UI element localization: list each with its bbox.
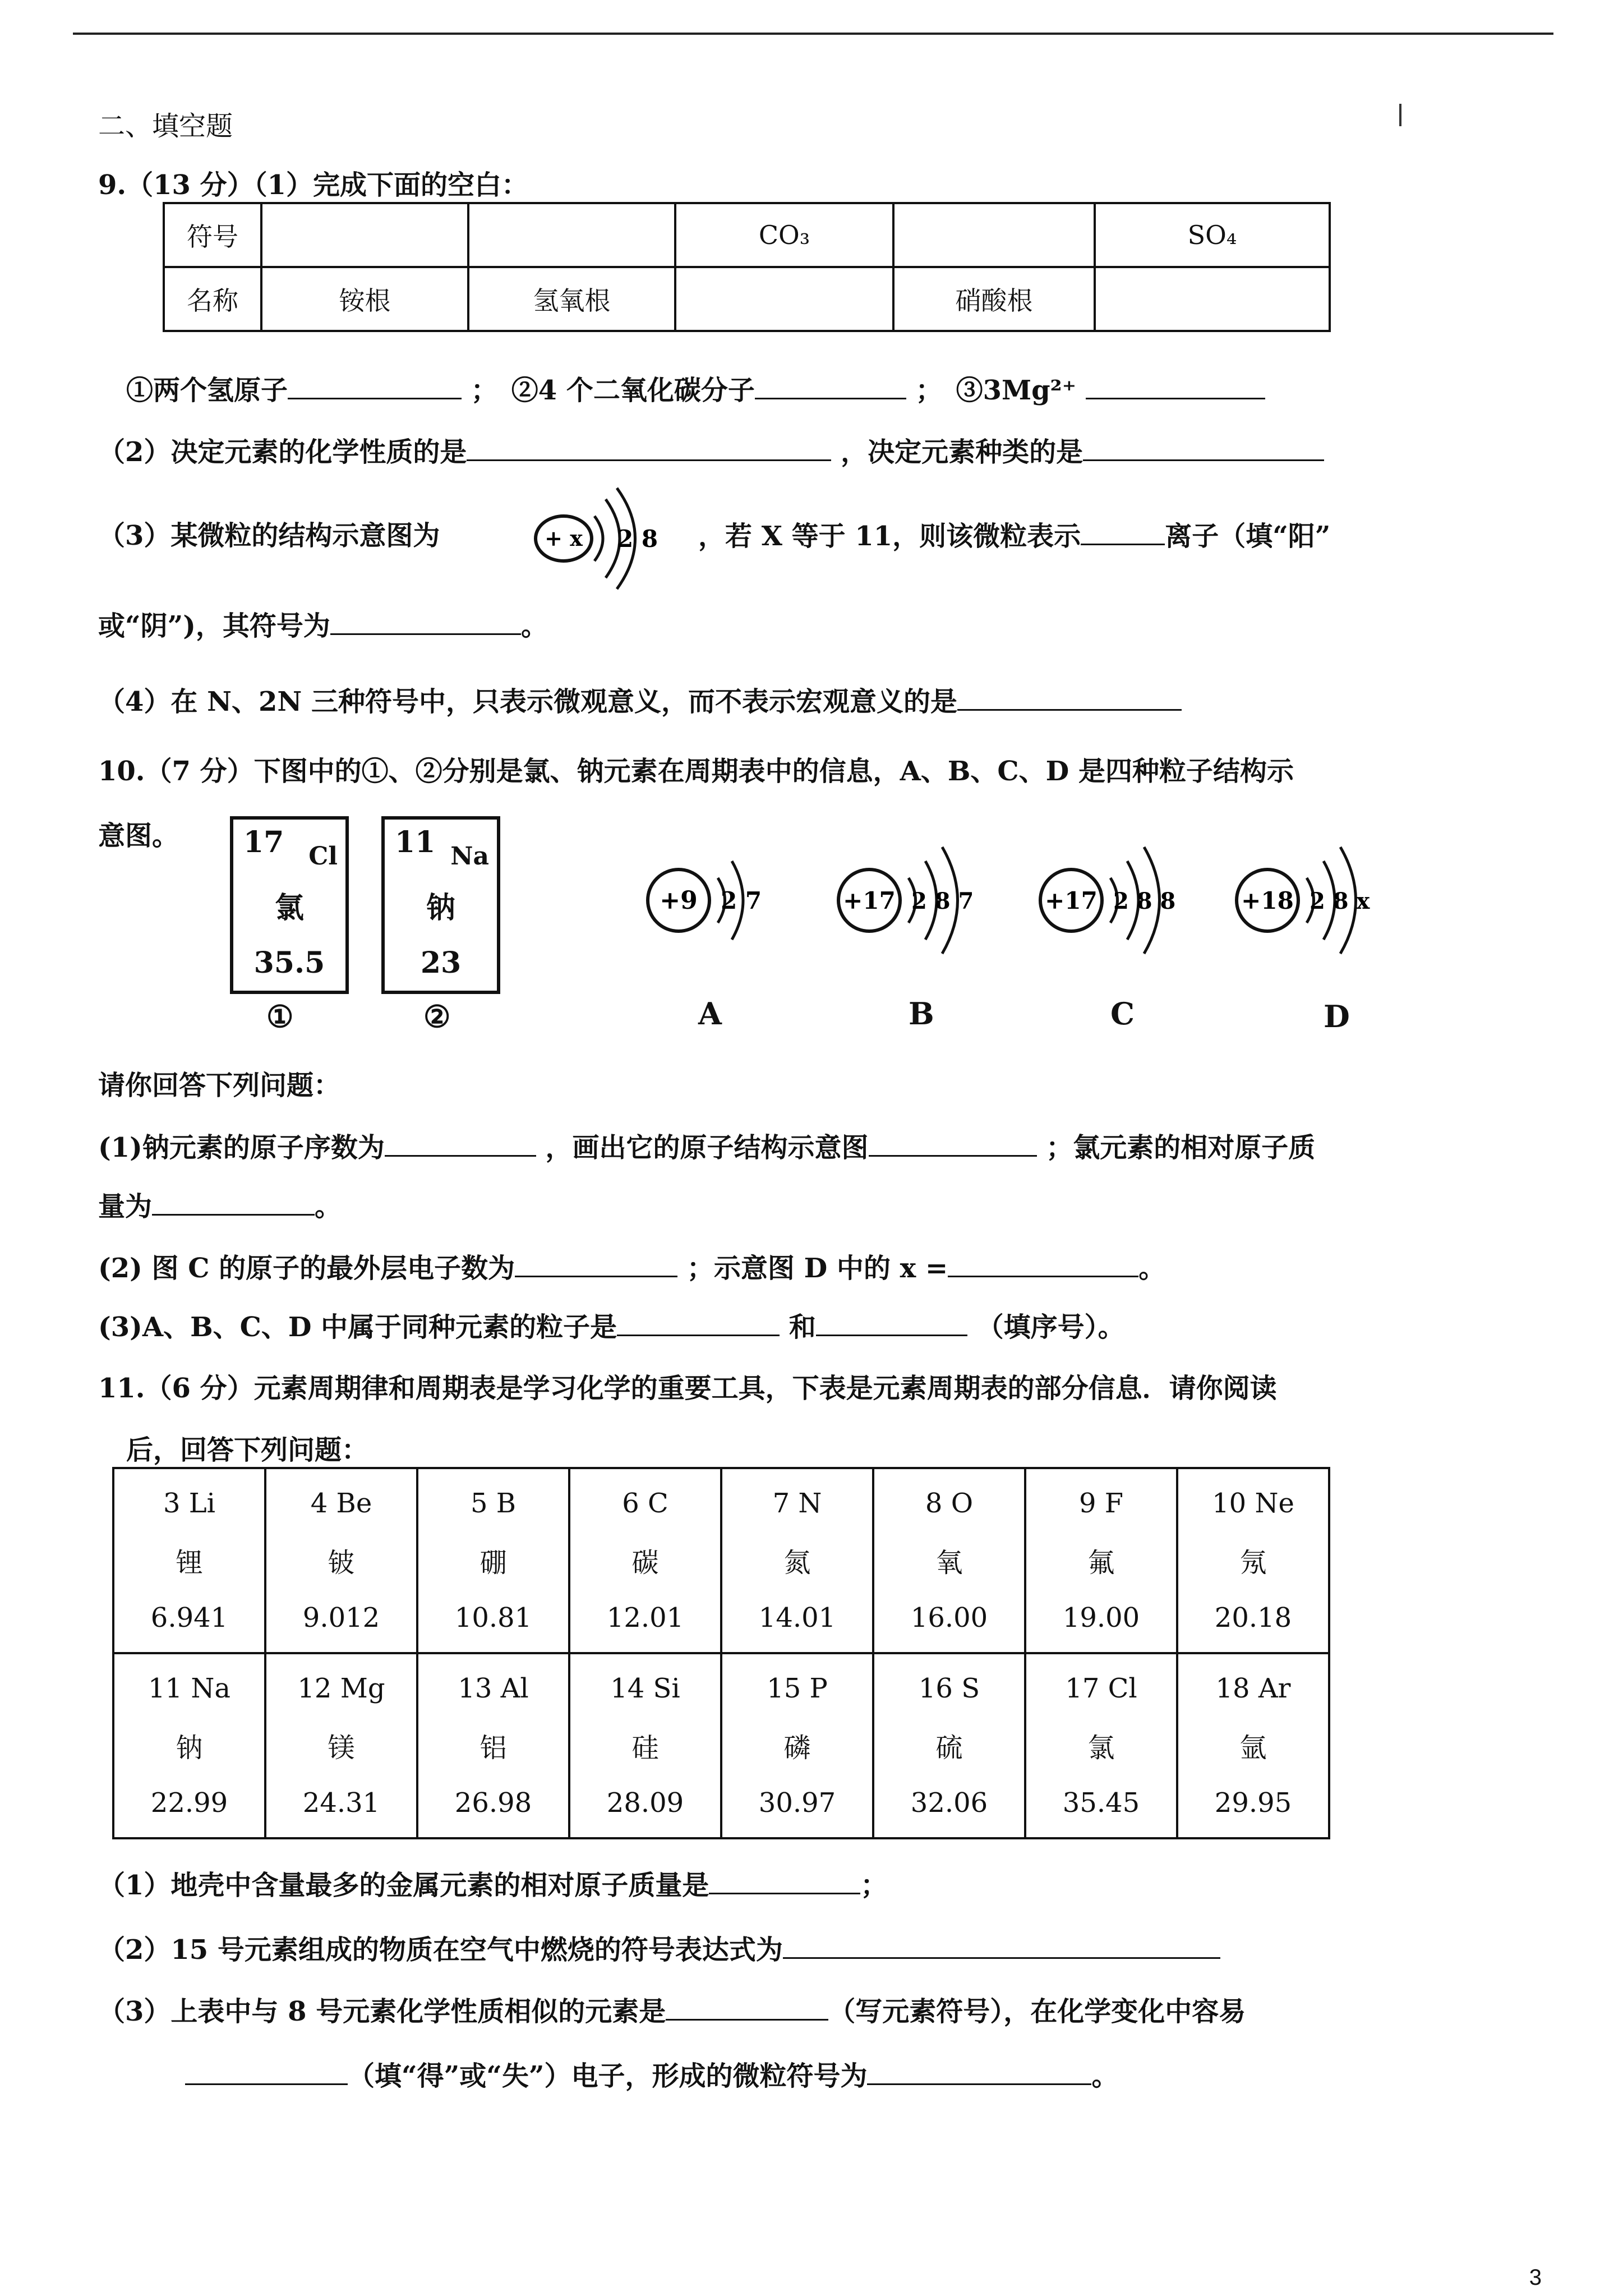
element-name: 硫 — [935, 1732, 963, 1764]
element-cell — [569, 1468, 721, 1653]
shell-electrons: 2 8 7 — [911, 888, 974, 914]
q9-line1-c: ； ③3Mg²⁺ — [915, 375, 1077, 406]
q10-q3-c: （填序号）。 — [976, 1312, 1125, 1343]
particle-diagram-b — [830, 836, 1021, 965]
q9-line1 — [126, 373, 1265, 407]
atomic-mass: 12.01 — [606, 1602, 684, 1634]
section-title: 二、填空题 — [98, 111, 233, 142]
answer-blank[interactable] — [666, 1994, 828, 2021]
q9-name-cell — [1095, 267, 1330, 331]
q11-q3-d: 。 — [1091, 2060, 1119, 2092]
particle-diagram-d — [1228, 836, 1419, 965]
element-name: 碳 — [631, 1547, 659, 1579]
answer-blank[interactable] — [783, 1932, 1220, 1959]
atomic-number: 11 — [395, 825, 436, 859]
page-number: 3 — [1529, 2265, 1542, 2290]
atomic-mass: 35.45 — [1062, 1787, 1140, 1819]
q9-symbol-cell — [468, 203, 675, 267]
q10-q3-b: 和 — [789, 1312, 816, 1343]
element-cell — [873, 1468, 1025, 1653]
q11-q2 — [98, 1932, 1220, 1967]
q9-name-cell — [675, 267, 893, 331]
q9-row1-label: 符号 — [164, 203, 261, 267]
shell-electrons: 2 7 — [721, 887, 762, 914]
atomic-mass: 29.95 — [1214, 1787, 1292, 1819]
element-symbol: 5 B — [470, 1487, 517, 1519]
q9-line4 — [98, 609, 548, 643]
q9-name-cell: 氢氧根 — [468, 267, 675, 331]
atomic-mass: 16.00 — [910, 1602, 988, 1634]
element-symbol: 10 Ne — [1212, 1487, 1294, 1519]
q9-symbol-cell: SO₄ — [1095, 203, 1330, 267]
q9-line5 — [98, 684, 1182, 719]
q11-q3-a: （3）上表中与 8 号元素化学性质相似的元素是 — [98, 1996, 666, 2027]
q9-symbol-cell — [261, 203, 468, 267]
atomic-mass: 28.09 — [606, 1787, 684, 1819]
q9-line5-text: （4）在 N、2N 三种符号中，只表示微观意义，而不表示宏观意义的是 — [98, 686, 957, 717]
particle-diagram-c — [1032, 836, 1223, 965]
q10-prompt: 请你回答下列问题： — [98, 1070, 341, 1101]
particle-structure-diagram — [533, 482, 679, 595]
q9-symbol-cell: CO₃ — [675, 203, 893, 267]
q10-q1-cont — [98, 1189, 342, 1223]
answer-blank[interactable] — [467, 435, 831, 461]
element-name: 铍 — [328, 1547, 355, 1579]
atomic-mass: 24.31 — [302, 1787, 380, 1819]
particle-label-d: D — [1324, 999, 1350, 1034]
card-label: ① — [266, 999, 294, 1034]
answer-blank[interactable] — [816, 1310, 967, 1336]
element-name: 氟 — [1087, 1547, 1115, 1579]
element-symbol: Na — [450, 842, 489, 871]
q11-q3-b: （写元素符号），在化学变化中容易 — [828, 1996, 1246, 2027]
atomic-mass: 20.18 — [1214, 1602, 1292, 1634]
element-name: 氧 — [935, 1547, 963, 1579]
particle-label-a: A — [698, 996, 722, 1032]
q10-q1-a: (1)钠元素的原子序数为 — [98, 1132, 385, 1163]
element-card-chlorine — [230, 816, 349, 994]
q9-name-cell: 铵根 — [261, 267, 468, 331]
answer-blank[interactable] — [1081, 519, 1165, 545]
element-name: 镁 — [328, 1732, 355, 1764]
answer-blank[interactable] — [948, 1251, 1138, 1277]
element-symbol: 6 C — [622, 1487, 668, 1519]
q9-table — [163, 202, 1331, 332]
element-cell — [873, 1653, 1025, 1838]
answer-blank[interactable] — [957, 684, 1182, 711]
answer-blank[interactable] — [869, 1130, 1037, 1157]
q10-header: 10.（7 分）下图中的①、②分别是氯、钠元素在周期表中的信息，A、B、C、D 是四种粒子结构示 — [98, 756, 1294, 787]
answer-blank[interactable] — [152, 1189, 315, 1216]
q9-row2-label: 名称 — [164, 267, 261, 331]
element-name: 硅 — [631, 1732, 659, 1764]
q9-name-cell: 硝酸根 — [893, 267, 1095, 331]
atomic-mass: 10.81 — [454, 1602, 532, 1634]
answer-blank[interactable] — [709, 1868, 860, 1894]
top-rule — [73, 33, 1553, 35]
answer-blank[interactable] — [755, 373, 906, 399]
q10-q3 — [98, 1310, 1125, 1344]
q10-q3-a: (3)A、B、C、D 中属于同种元素的粒子是 — [98, 1312, 617, 1343]
nucleus-label: +9 — [660, 886, 698, 915]
q9-line4-a: 或“阴”)，其符号为 — [98, 610, 330, 642]
element-symbol: 12 Mg — [297, 1672, 385, 1704]
element-name: 氩 — [1239, 1732, 1267, 1764]
element-cell — [265, 1468, 417, 1653]
atomic-mass: 32.06 — [910, 1787, 988, 1819]
q9-line1-a: ①两个氢原子 — [126, 375, 288, 406]
atomic-mass: 23 — [420, 946, 462, 980]
q10-q1-b: ，画出它的原子结构示意图 — [545, 1132, 869, 1163]
particle-diagram-a — [639, 836, 808, 965]
element-symbol: 13 Al — [458, 1672, 529, 1704]
shell-electrons: 2 8 — [617, 525, 658, 553]
q10-q1-c: ；氯元素的相对原子质 — [1046, 1132, 1316, 1163]
q11-header: 11.（6 分）元素周期律和周期表是学习化学的重要工具，下表是元素周期表的部分信息．请你阅读 — [98, 1373, 1277, 1404]
atomic-mass: 30.97 — [758, 1787, 836, 1819]
answer-blank[interactable] — [617, 1310, 780, 1336]
element-name: 氯 — [274, 891, 304, 925]
q11-q1-a: （1）地壳中含量最多的金属元素的相对原子质量是 — [98, 1870, 709, 1901]
element-cell — [569, 1653, 721, 1838]
atomic-mass: 35.5 — [253, 946, 325, 980]
q9-symbol-cell — [893, 203, 1095, 267]
element-symbol: 3 Li — [163, 1487, 216, 1519]
q10-q1-e: 。 — [315, 1191, 342, 1222]
q10-q1-d: 量为 — [98, 1191, 153, 1222]
q9-line2-b: ，决定元素种类的是 — [841, 436, 1083, 468]
element-name: 氖 — [1239, 1547, 1267, 1579]
element-name: 锂 — [176, 1547, 203, 1579]
q9-line1-b: ； ②4 个二氧化碳分子 — [471, 375, 755, 406]
answer-blank[interactable] — [1083, 435, 1324, 461]
nucleus-label: +17 — [1045, 887, 1098, 914]
element-symbol: 14 Si — [610, 1672, 680, 1704]
element-card-sodium — [381, 816, 500, 994]
atomic-mass: 6.941 — [150, 1602, 228, 1634]
element-symbol: 4 Be — [310, 1487, 372, 1519]
card-label: ② — [423, 999, 451, 1034]
element-symbol: 16 S — [918, 1672, 980, 1704]
atomic-mass: 14.01 — [758, 1602, 836, 1634]
element-name: 磷 — [783, 1732, 811, 1764]
margin-mark — [1399, 104, 1401, 126]
element-name: 钠 — [176, 1732, 203, 1764]
answer-blank[interactable] — [288, 373, 462, 399]
answer-blank[interactable] — [515, 1251, 677, 1277]
element-cell — [1025, 1653, 1177, 1838]
atomic-number: 17 — [243, 825, 284, 859]
q9-line3-c: 离子（填“阳” — [1165, 521, 1331, 552]
q11-q3-cont — [185, 2059, 1118, 2093]
q9-line3 — [698, 519, 1330, 553]
element-name: 氮 — [783, 1547, 811, 1579]
element-symbol: 11 Na — [148, 1672, 230, 1704]
q10-q2 — [98, 1251, 1165, 1285]
element-name: 铝 — [479, 1732, 507, 1764]
q11-q2-text: （2）15 号元素组成的物质在空气中燃烧的符号表达式为 — [98, 1934, 783, 1966]
q10-q2-a: (2) 图 C 的原子的最外层电子数为 — [98, 1253, 515, 1284]
q10-q2-c: 。 — [1138, 1253, 1166, 1284]
element-cell — [417, 1468, 569, 1653]
element-symbol: 8 O — [925, 1487, 974, 1519]
element-cell — [113, 1468, 265, 1653]
q9-line2 — [98, 435, 1324, 469]
q11-q1-b: ； — [860, 1870, 888, 1901]
periodic-row-3 — [113, 1653, 1329, 1838]
element-symbol: 7 N — [772, 1487, 822, 1519]
q11-header2: 后，回答下列问题： — [126, 1434, 369, 1466]
atomic-mass: 26.98 — [454, 1787, 532, 1819]
q11-q3-c: （填“得”或“失”）电子，形成的微粒符号为 — [348, 2060, 868, 2092]
q9-line2-a: （2）决定元素的化学性质的是 — [98, 436, 467, 468]
atomic-mass: 22.99 — [150, 1787, 228, 1819]
particle-label-b: B — [909, 996, 934, 1032]
periodic-row-2 — [113, 1468, 1329, 1653]
element-symbol: Cl — [308, 842, 338, 871]
element-cell — [417, 1653, 569, 1838]
element-symbol: 17 Cl — [1065, 1672, 1137, 1704]
element-cell — [721, 1653, 873, 1838]
element-name: 氯 — [1087, 1732, 1115, 1764]
nucleus-label: +18 — [1241, 887, 1294, 914]
element-cell — [265, 1653, 417, 1838]
element-symbol: 9 F — [1078, 1487, 1124, 1519]
q10-header2: 意图。 — [98, 820, 179, 852]
element-cell — [1177, 1653, 1329, 1838]
element-cell — [1177, 1468, 1329, 1653]
element-name: 钠 — [426, 891, 455, 925]
nucleus-label: +17 — [843, 887, 896, 914]
q9-header: 9.（13 分）（1）完成下面的空白： — [98, 169, 529, 201]
atomic-mass: 9.012 — [302, 1602, 380, 1634]
answer-blank[interactable] — [867, 2059, 1091, 2085]
answer-blank[interactable] — [385, 1130, 536, 1157]
shell-electrons: 2 8 x — [1310, 888, 1370, 914]
answer-blank[interactable] — [185, 2059, 348, 2085]
element-symbol: 15 P — [767, 1672, 828, 1704]
element-cell — [1025, 1468, 1177, 1653]
answer-blank[interactable] — [1086, 373, 1265, 399]
periodic-table-excerpt — [112, 1467, 1330, 1839]
q9-line4-b: 。 — [520, 610, 548, 642]
shell-electrons: 2 8 8 — [1113, 888, 1176, 914]
q10-q2-b: ；示意图 D 中的 x = — [686, 1253, 948, 1284]
element-symbol: 18 Ar — [1215, 1672, 1291, 1704]
atomic-mass: 19.00 — [1062, 1602, 1140, 1634]
answer-blank[interactable] — [330, 609, 521, 635]
q9-line3-b: ，若 X 等于 11，则该微粒表示 — [698, 521, 1081, 552]
q10-q1 — [98, 1130, 1315, 1165]
element-cell — [721, 1468, 873, 1653]
element-name: 硼 — [479, 1547, 507, 1579]
q11-q1 — [98, 1868, 887, 1902]
q11-q3 — [98, 1994, 1246, 2028]
q9-line3-a: （3）某微粒的结构示意图为 — [98, 520, 440, 551]
element-cell — [113, 1653, 265, 1838]
nucleus-label: + x — [545, 526, 583, 551]
particle-label-c: C — [1110, 996, 1135, 1032]
